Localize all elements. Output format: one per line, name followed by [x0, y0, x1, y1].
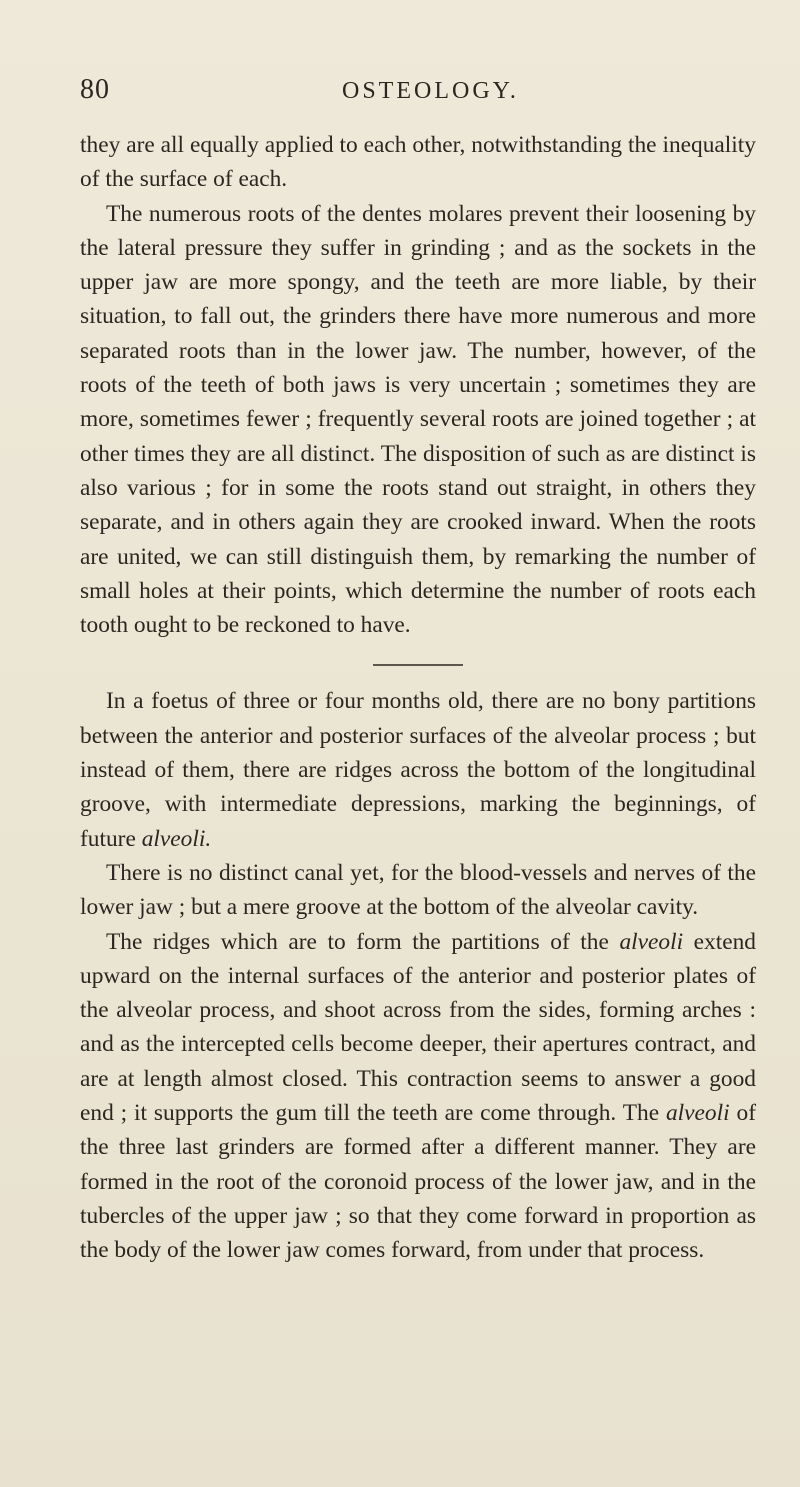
- paragraph-ridges-italic-1: alveoli: [619, 928, 684, 955]
- paragraph-canal: There is no distinct canal yet, for the blood-vessels and nerves of the lower jaw ; but a mere groove at the bottom of the alveolar cavity.: [80, 859, 756, 921]
- paragraph-foetus-text: In a foetus of three or four months old, there are no bony partitions between the anterior and posterior surfaces of the alveolar process ; but instead of them, there are ridges across the bottom of the longitudinal groove, with intermediate depressions, marking the beginnings, of future: [80, 688, 756, 852]
- paragraph-ridges-italic-2: alveoli: [665, 1100, 730, 1127]
- paragraph-foetus: [80, 684, 756, 855]
- paragraph-foetus-italic: alveoli.: [141, 825, 212, 852]
- paragraph-continued: they are all equally applied to each other, notwithstanding the inequality of the surface of each.: [80, 132, 756, 193]
- paragraph-roots: The numerous roots of the dentes molares prevent their loosening by the lateral pressure they suffer in grinding ; and as the sockets in the upper jaw are more spongy, and the teeth are more liable, by their situation, to fall out, the grinders there have more numerous and more separated roots than in the lower jaw. The number, however, of the roots of the teeth of both jaws is very uncertain ; sometimes they are more, sometimes fewer ; frequently several roots are joined together ; at other times they are all distinct. The disposition of such as are distinct is also various ; for in some the roots stand out straight, in others they separate, and in others again they are crooked inward. When the roots are united, we can still distinguish them, by remarking the number of small holes at their points, which determine the number of roots each tooth ought to be reckoned to have.: [80, 200, 756, 639]
- paragraph-ridges: [80, 925, 756, 1268]
- section-divider: [373, 664, 463, 666]
- body-text: [80, 128, 756, 1268]
- running-title: OSTEOLOGY.: [342, 78, 519, 104]
- paragraph-ridges-text-c: of the three last grinders are formed after a different manner. They are formed in the root of the coronoid process of the lower jaw, and in the tubercles of the upper jaw ; so that they come forward in proportion as the body of the lower jaw comes forward, from under that process.: [80, 1100, 756, 1264]
- running-head: [80, 74, 752, 114]
- page-number: 80: [80, 74, 110, 105]
- paragraph-ridges-text-a: The ridges which are to form the partitions of the: [106, 928, 620, 955]
- paragraph-ridges-text-b: extend upward on the internal surfaces of the anterior and posterior plates of the alveolar process, and shoot across from the sides, forming arches : and as the intercepted cells become deeper, their apertures contract, and are at length almost closed. This contraction seems to answer a good end ; it supports the gum till the teeth are come through. The: [80, 928, 756, 1127]
